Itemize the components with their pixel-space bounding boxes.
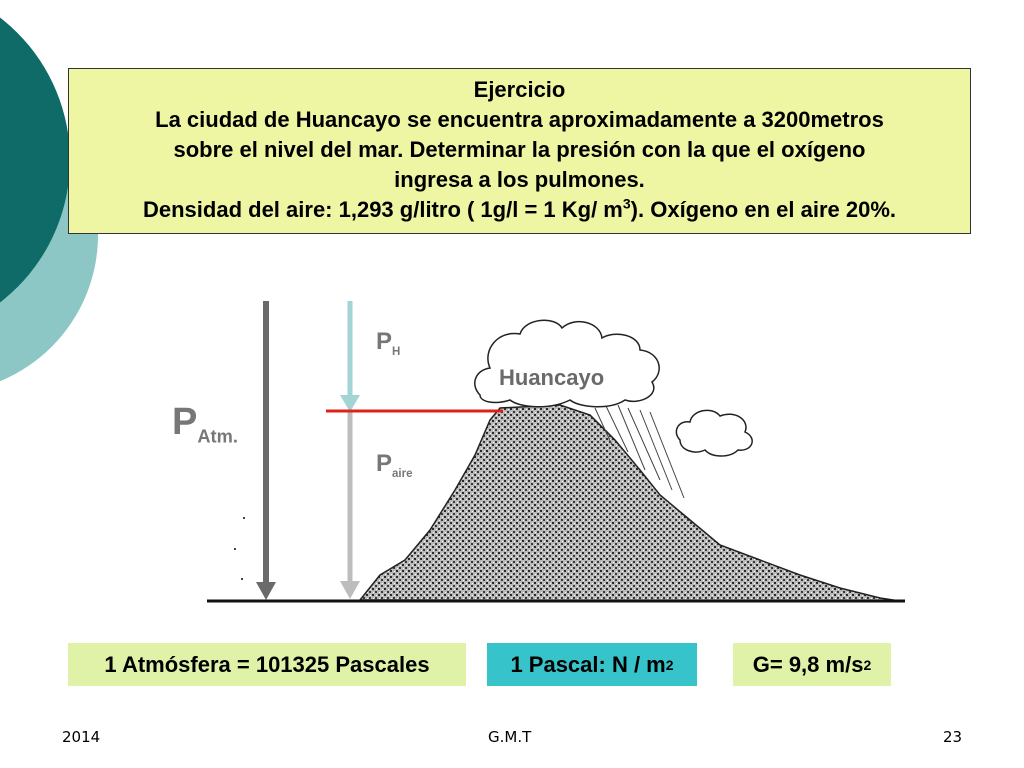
label-p-atm: $P_{Atm.}$ <box>172 401 238 447</box>
exercise-line-2: sobre el nivel del mar. Determinar la presión con la que el oxígeno <box>173 137 866 162</box>
label-p-aire: $P_{aire}$ <box>376 450 413 480</box>
footer-page-number: 23 <box>943 728 963 746</box>
arrow-p-aire <box>340 412 360 599</box>
dust-dots <box>234 517 245 580</box>
exercise-line-4: Densidad del aire: 1,293 g/litro ( 1g/l = 1 Kg/ $m^3$). Oxígeno en el aire 20%. <box>143 195 896 222</box>
cloud-huancayo <box>475 320 659 406</box>
label-p-h: $P_H$ <box>376 328 401 358</box>
cloud-small <box>676 410 752 456</box>
exercise-line-1: La ciudad de Huancayo se encuentra aproximadamente a 3200metros <box>155 107 884 132</box>
footer-author: G.M.T <box>488 728 532 746</box>
arrow-p-atm <box>256 301 276 600</box>
exercise-title: Ejercicio <box>473 77 566 102</box>
formula-pascal: 1 Pascal: N / m 2 <box>487 643 697 686</box>
footer-year: 2014 <box>62 728 101 746</box>
formula-gravity: G= 9,8 m/s 2 <box>733 643 891 686</box>
exercise-line-3: ingresa a los pulmones. <box>394 167 645 192</box>
arrow-p-h <box>340 301 360 412</box>
formula-atmosphere: 1 Atmósfera = 101325 Pascales <box>68 643 466 686</box>
label-huancayo: Huancayo <box>499 365 605 390</box>
